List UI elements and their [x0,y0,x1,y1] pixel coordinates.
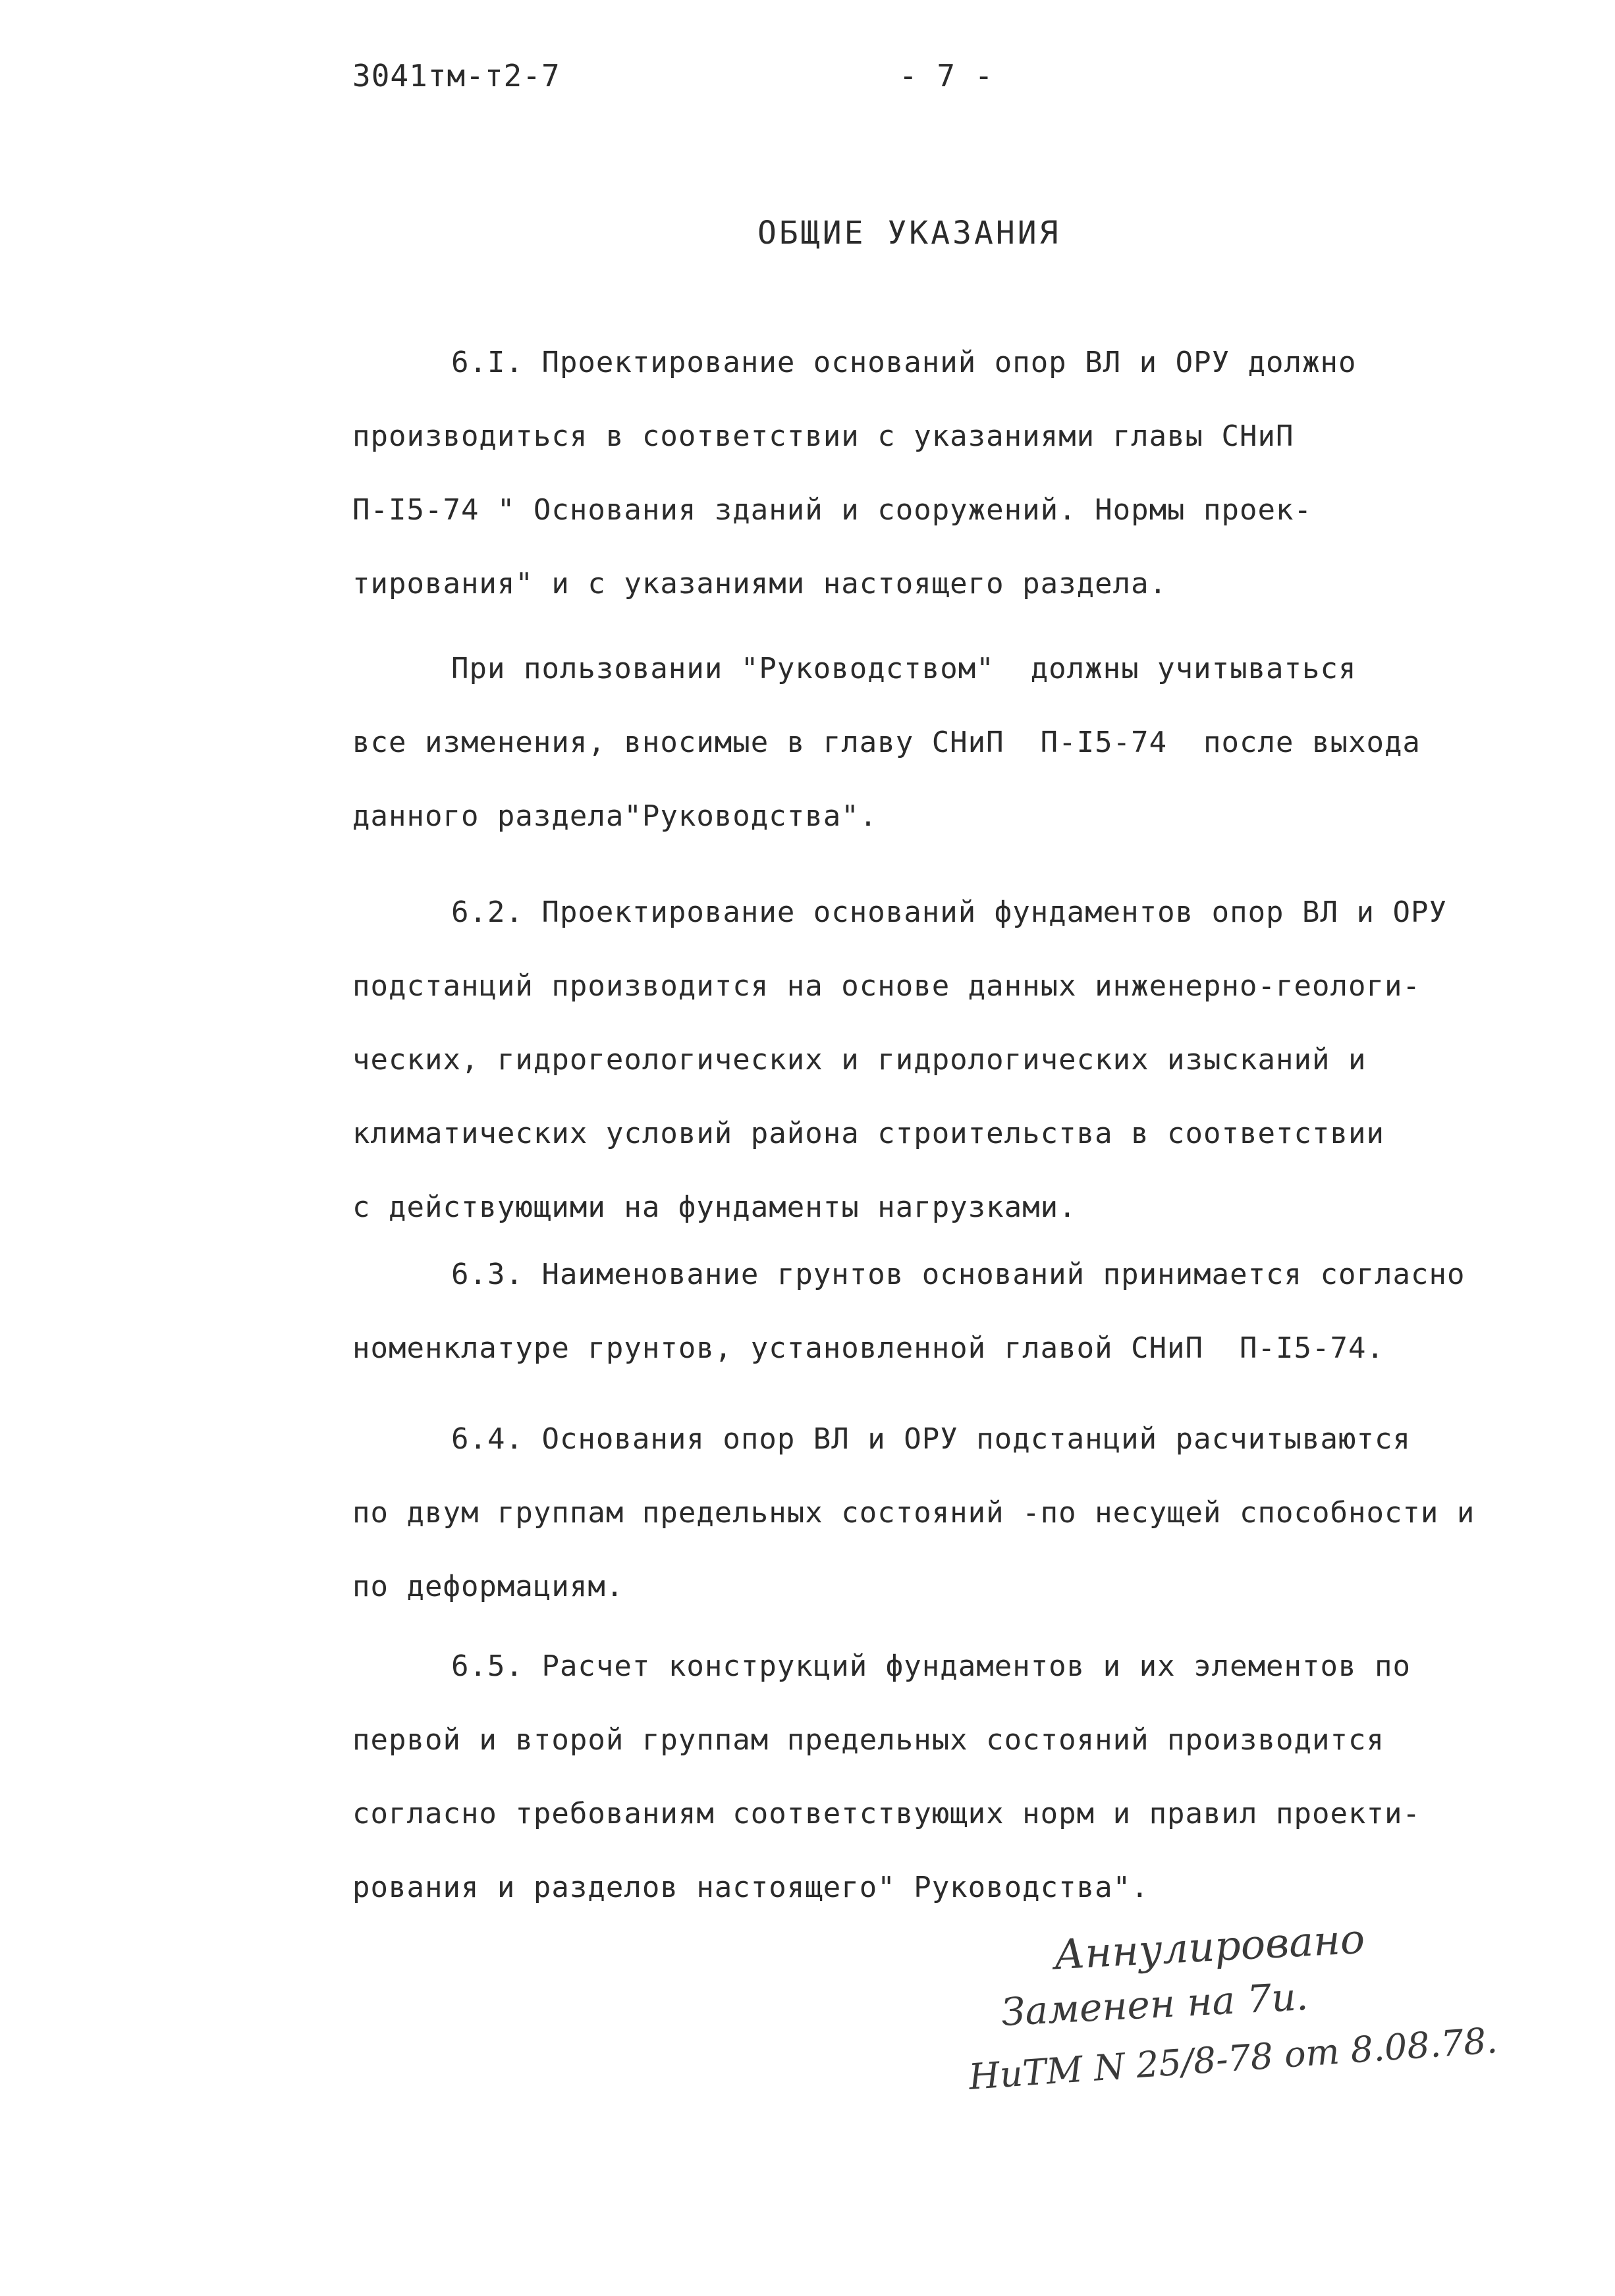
paragraph-line: климатических условий района строительства в соответствии [352,1117,1384,1150]
paragraph-line: тирования" и с указаниями настоящего раздела. [352,567,1168,601]
paragraph-line: с действующими на фундаменты нагрузками. [352,1190,1077,1224]
paragraph-line: 6.4. Основания опор ВЛ и ОРУ подстанций расчитываются [451,1422,1411,1456]
section-title: ОБЩИЕ УКАЗАНИЯ [757,215,1061,252]
paragraph-line: первой и второй группам предельных состояний производится [352,1723,1384,1757]
paragraph-line: П-I5-74 " Основания зданий и сооружений. Нормы проек- [352,493,1312,527]
handwritten-annulled-note: Аннулировано [1053,1914,1366,1979]
paragraph-line: рования и разделов настоящего" Руководства". [352,1871,1149,1904]
paragraph-line: 6.5. Расчет конструкций фундаментов и их элементов по [451,1649,1411,1683]
paragraph-line: При пользовании "Руководством" должны учитываться [451,652,1357,685]
paragraph-line: производиться в соответствии с указаниями главы СНиП [352,419,1294,453]
handwritten-replaced-note: Заменен на 7и. [1000,1973,1309,2035]
paragraph-line: номенклатуре грунтов, установленной главой СНиП П-I5-74. [352,1331,1384,1365]
handwritten-reference-note: НиТМ N 25/8-78 от 8.08.78. [967,2019,1499,2098]
paragraph-line: данного раздела"Руководства". [352,799,878,833]
paragraph-line: подстанций производится на основе данных инженерно-геологи- [352,969,1421,1003]
paragraph-note [352,632,1591,853]
paragraph-6-3 [352,1238,1591,1385]
paragraph-line: все изменения, вносимые в главу СНиП П-I5-74 после выхода [352,726,1421,759]
paragraph-line: ческих, гидрогеологических и гидрологических изысканий и [352,1043,1367,1077]
paragraph-line: согласно требованиям соответствующих норм и правил проекти- [352,1797,1421,1830]
paragraph-6-1 [352,326,1591,621]
page-number: - 7 - [899,58,994,93]
paragraph-line: 6.3. Наименование грунтов оснований принимается согласно [451,1258,1465,1291]
paragraph-line: 6.2. Проектирование оснований фундаментов опор ВЛ и ОРУ [451,895,1447,929]
paragraph-6-2 [352,876,1591,1244]
paragraph-6-5 [352,1630,1591,1925]
paragraph-line: 6.I. Проектирование оснований опор ВЛ и ОРУ должно [451,346,1357,379]
document-code: 3041тм-т2-7 [352,58,561,93]
paragraph-line: по деформациям. [352,1570,624,1603]
paragraph-line: по двум группам предельных состояний -по несущей способности и [352,1496,1475,1530]
paragraph-6-4 [352,1402,1591,1624]
